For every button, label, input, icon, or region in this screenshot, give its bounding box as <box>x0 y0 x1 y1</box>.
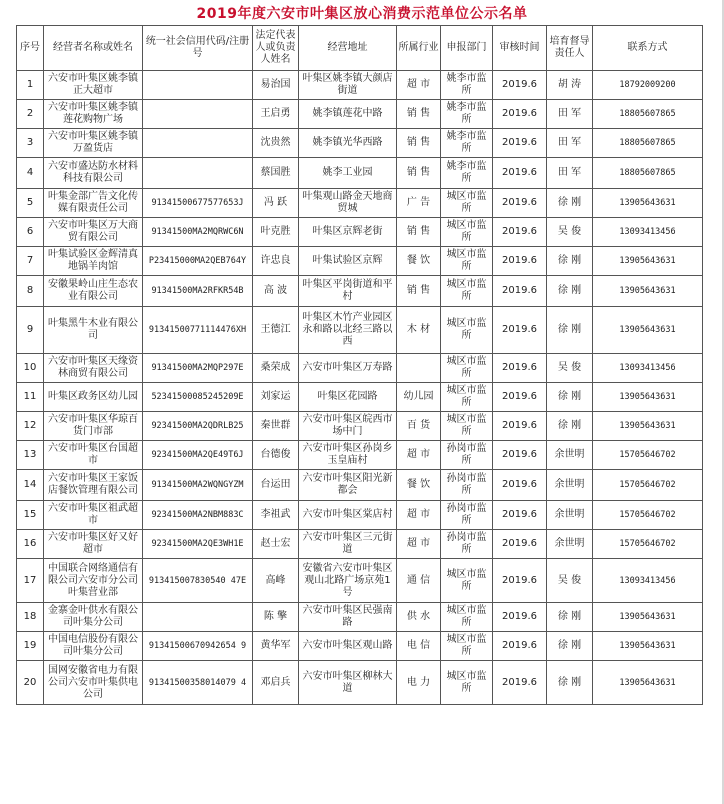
cell-phone: 15705646702 <box>593 441 703 470</box>
cell-no: 4 <box>17 158 44 189</box>
cell-no: 11 <box>17 383 44 412</box>
cell-person: 余世明 <box>547 441 593 470</box>
cell-name: 六安市叶集区祖武超市 <box>44 501 143 530</box>
cell-no: 12 <box>17 412 44 441</box>
cell-rep: 蔡国胜 <box>253 158 299 189</box>
cell-industry: 餐 饮 <box>397 470 441 501</box>
table-row <box>17 441 703 470</box>
cell-rep: 沈贵然 <box>253 129 299 158</box>
cell-date: 2019.6 <box>493 189 547 218</box>
cell-name: 中国联合网络通信有限公司六安市分公司叶集营业部 <box>44 559 143 603</box>
table-row <box>17 158 703 189</box>
cell-code <box>143 100 253 129</box>
table-row <box>17 470 703 501</box>
cell-person: 徐 刚 <box>547 247 593 276</box>
cell-rep: 李祖武 <box>253 501 299 530</box>
cell-rep: 陈 擎 <box>253 603 299 632</box>
cell-name: 六安市叶集区万大商贸有限公司 <box>44 218 143 247</box>
cell-date: 2019.6 <box>493 158 547 189</box>
cell-code: 91341500670942654 9 <box>143 632 253 661</box>
cell-industry: 销 售 <box>397 100 441 129</box>
cell-person: 田 军 <box>547 100 593 129</box>
cell-name: 六安市叶集区台国超市 <box>44 441 143 470</box>
cell-phone: 15705646702 <box>593 530 703 559</box>
cell-no: 2 <box>17 100 44 129</box>
cell-dept: 孙岗市监所 <box>441 530 493 559</box>
cell-code: 52341500085245209E <box>143 383 253 412</box>
cell-person: 徐 刚 <box>547 603 593 632</box>
cell-no: 17 <box>17 559 44 603</box>
cell-addr: 六安市叶集区三元街道 <box>299 530 397 559</box>
cell-addr: 六安市叶集区阳光新都会 <box>299 470 397 501</box>
table-row <box>17 307 703 354</box>
column-header: 申报部门 <box>441 26 493 71</box>
cell-industry: 广 告 <box>397 189 441 218</box>
cell-industry: 超 市 <box>397 71 441 100</box>
cell-code <box>143 603 253 632</box>
cell-code: 92341500MA2QDRLB25 <box>143 412 253 441</box>
cell-name: 六安市叶集区姚李镇万盈货店 <box>44 129 143 158</box>
cell-dept: 孙岗市监所 <box>441 470 493 501</box>
cell-code: 92341500MA2QE3WH1E <box>143 530 253 559</box>
cell-date: 2019.6 <box>493 632 547 661</box>
cell-code: 92341500MA2NBM883C <box>143 501 253 530</box>
cell-no: 7 <box>17 247 44 276</box>
cell-code: 91341500358014079 4 <box>143 661 253 705</box>
cell-name: 金寨金叶供水有限公司叶集分公司 <box>44 603 143 632</box>
table-row <box>17 501 703 530</box>
cell-name: 六安市叶集区华琼百货门市部 <box>44 412 143 441</box>
cell-person: 田 军 <box>547 129 593 158</box>
cell-date: 2019.6 <box>493 247 547 276</box>
cell-name: 叶集黑牛木业有限公司 <box>44 307 143 354</box>
cell-phone: 18805607865 <box>593 100 703 129</box>
cell-name: 安徽果岭山庄生态农业有限公司 <box>44 276 143 307</box>
cell-phone: 13905643631 <box>593 247 703 276</box>
cell-person: 徐 刚 <box>547 383 593 412</box>
cell-rep: 刘家运 <box>253 383 299 412</box>
cell-dept: 城区市监所 <box>441 603 493 632</box>
cell-phone: 13905643631 <box>593 603 703 632</box>
cell-addr: 叶集区姚李镇大颜店街道 <box>299 71 397 100</box>
cell-addr: 叶集区花园路 <box>299 383 397 412</box>
cell-phone: 13905643631 <box>593 307 703 354</box>
cell-industry: 木 材 <box>397 307 441 354</box>
cell-no: 3 <box>17 129 44 158</box>
column-header: 经营地址 <box>299 26 397 71</box>
table-row <box>17 247 703 276</box>
cell-dept: 城区市监所 <box>441 412 493 441</box>
cell-person: 徐 刚 <box>547 307 593 354</box>
cell-industry: 超 市 <box>397 441 441 470</box>
table-row <box>17 354 703 383</box>
cell-person: 余世明 <box>547 501 593 530</box>
cell-dept: 城区市监所 <box>441 661 493 705</box>
cell-rep: 高峰 <box>253 559 299 603</box>
cell-industry: 超 市 <box>397 501 441 530</box>
cell-code <box>143 158 253 189</box>
cell-addr: 六安市叶集区棠店村 <box>299 501 397 530</box>
cell-rep: 许忠良 <box>253 247 299 276</box>
cell-addr: 叶集区木竹产业园区永和路以北经三路以西 <box>299 307 397 354</box>
cell-person: 徐 刚 <box>547 632 593 661</box>
cell-date: 2019.6 <box>493 354 547 383</box>
cell-person: 胡 涛 <box>547 71 593 100</box>
cell-person: 吴 俊 <box>547 218 593 247</box>
cell-code: 91341500MA2MQP297E <box>143 354 253 383</box>
cell-rep: 高 波 <box>253 276 299 307</box>
cell-name: 六安市叶集区天缘资林商贸有限公司 <box>44 354 143 383</box>
cell-name: 六安市叶集区姚李镇正大超市 <box>44 71 143 100</box>
cell-addr: 安徽省六安市叶集区观山北路广场京苑1号 <box>299 559 397 603</box>
cell-person: 徐 刚 <box>547 276 593 307</box>
cell-rep: 赵士宏 <box>253 530 299 559</box>
cell-rep: 黄华军 <box>253 632 299 661</box>
cell-industry: 电 力 <box>397 661 441 705</box>
cell-addr: 六安市叶集区柳林大道 <box>299 661 397 705</box>
table-row <box>17 559 703 603</box>
column-header: 序号 <box>17 26 44 71</box>
cell-date: 2019.6 <box>493 276 547 307</box>
document-title: 2019年度六安市叶集区放心消费示范单位公示名单 <box>196 6 528 22</box>
table-row <box>17 129 703 158</box>
cell-rep: 台德俊 <box>253 441 299 470</box>
cell-rep: 冯 跃 <box>253 189 299 218</box>
cell-date: 2019.6 <box>493 129 547 158</box>
cell-name: 叶集金部广告文化传媒有限责任公司 <box>44 189 143 218</box>
cell-no: 5 <box>17 189 44 218</box>
cell-rep: 秦世群 <box>253 412 299 441</box>
cell-code <box>143 71 253 100</box>
cell-no: 20 <box>17 661 44 705</box>
cell-date: 2019.6 <box>493 100 547 129</box>
cell-phone: 13905643631 <box>593 661 703 705</box>
cell-dept: 姚李市监所 <box>441 129 493 158</box>
cell-no: 8 <box>17 276 44 307</box>
cell-rep: 台运田 <box>253 470 299 501</box>
cell-person: 徐 刚 <box>547 661 593 705</box>
cell-date: 2019.6 <box>493 470 547 501</box>
cell-addr: 六安市叶集区万寿路 <box>299 354 397 383</box>
cell-name: 六安市叶集区姚李镇莲花购物广场 <box>44 100 143 129</box>
cell-phone: 13905643631 <box>593 412 703 441</box>
cell-no: 15 <box>17 501 44 530</box>
table-row <box>17 632 703 661</box>
table-row <box>17 603 703 632</box>
cell-dept: 城区市监所 <box>441 354 493 383</box>
table-row <box>17 71 703 100</box>
cell-name: 中国电信股份有限公司叶集分公司 <box>44 632 143 661</box>
cell-industry: 通 信 <box>397 559 441 603</box>
cell-date: 2019.6 <box>493 71 547 100</box>
cell-addr: 姚李镇光华西路 <box>299 129 397 158</box>
cell-addr: 姚李镇莲花中路 <box>299 100 397 129</box>
cell-no: 14 <box>17 470 44 501</box>
table-row <box>17 100 703 129</box>
cell-no: 18 <box>17 603 44 632</box>
cell-name: 国网安徽省电力有限公司六安市叶集供电公司 <box>44 661 143 705</box>
table-header-row <box>17 26 703 71</box>
cell-dept: 孙岗市监所 <box>441 441 493 470</box>
cell-rep: 王德江 <box>253 307 299 354</box>
cell-name: 叶集试验区金辉清真地锅羊肉馆 <box>44 247 143 276</box>
cell-date: 2019.6 <box>493 218 547 247</box>
cell-name: 六安市叶集区好又好超市 <box>44 530 143 559</box>
cell-date: 2019.6 <box>493 603 547 632</box>
cell-rep: 桑荣成 <box>253 354 299 383</box>
cell-no: 13 <box>17 441 44 470</box>
cell-addr: 六安市叶集区孙岗乡玉皇庙村 <box>299 441 397 470</box>
cell-industry: 电 信 <box>397 632 441 661</box>
cell-person: 吴 俊 <box>547 559 593 603</box>
cell-dept: 城区市监所 <box>441 632 493 661</box>
cell-person: 吴 俊 <box>547 354 593 383</box>
cell-name: 六安市盛达防水材料科技有限公司 <box>44 158 143 189</box>
cell-industry: 超 市 <box>397 530 441 559</box>
cell-dept: 城区市监所 <box>441 307 493 354</box>
cell-phone: 13093413456 <box>593 354 703 383</box>
table-row <box>17 383 703 412</box>
cell-code: 92341500MA2QE49T6J <box>143 441 253 470</box>
cell-date: 2019.6 <box>493 501 547 530</box>
cell-no: 6 <box>17 218 44 247</box>
cell-phone: 18805607865 <box>593 158 703 189</box>
cell-industry <box>397 354 441 383</box>
cell-phone: 13905643631 <box>593 189 703 218</box>
cell-industry: 销 售 <box>397 158 441 189</box>
cell-date: 2019.6 <box>493 307 547 354</box>
table-body <box>17 71 703 705</box>
cell-person: 余世明 <box>547 530 593 559</box>
cell-no: 19 <box>17 632 44 661</box>
table-row <box>17 218 703 247</box>
column-header: 法定代表人或负责人姓名 <box>253 26 299 71</box>
cell-person: 徐 刚 <box>547 412 593 441</box>
cell-dept: 孙岗市监所 <box>441 501 493 530</box>
cell-industry: 销 售 <box>397 129 441 158</box>
cell-dept: 城区市监所 <box>441 218 493 247</box>
cell-addr: 叶集区京辉老街 <box>299 218 397 247</box>
table-row <box>17 412 703 441</box>
column-header: 培育督导责任人 <box>547 26 593 71</box>
cell-date: 2019.6 <box>493 441 547 470</box>
cell-dept: 城区市监所 <box>441 383 493 412</box>
table-row <box>17 661 703 705</box>
cell-date: 2019.6 <box>493 412 547 441</box>
column-header: 统一社会信用代码/注册号 <box>143 26 253 71</box>
cell-person: 余世明 <box>547 470 593 501</box>
cell-phone: 18805607865 <box>593 129 703 158</box>
cell-code <box>143 129 253 158</box>
cell-phone: 15705646702 <box>593 470 703 501</box>
cell-date: 2019.6 <box>493 559 547 603</box>
table-row <box>17 189 703 218</box>
cell-industry: 销 售 <box>397 276 441 307</box>
cell-code: 91341500677577653J <box>143 189 253 218</box>
cell-phone: 13905643631 <box>593 276 703 307</box>
cell-dept: 城区市监所 <box>441 247 493 276</box>
cell-no: 9 <box>17 307 44 354</box>
cell-dept: 城区市监所 <box>441 189 493 218</box>
column-header: 经营者名称或姓名 <box>44 26 143 71</box>
cell-date: 2019.6 <box>493 530 547 559</box>
cell-code: 91341500MA2RFKR54B <box>143 276 253 307</box>
cell-industry: 百 货 <box>397 412 441 441</box>
cell-name: 叶集区政务区幼儿园 <box>44 383 143 412</box>
cell-no: 10 <box>17 354 44 383</box>
cell-code: P23415000MA2QEB764Y <box>143 247 253 276</box>
cell-date: 2019.6 <box>493 661 547 705</box>
cell-rep: 邓启兵 <box>253 661 299 705</box>
table-row <box>17 530 703 559</box>
cell-rep: 王启勇 <box>253 100 299 129</box>
column-header: 审核时间 <box>493 26 547 71</box>
cell-addr: 叶集试验区京辉 <box>299 247 397 276</box>
cell-addr: 六安市叶集区观山路 <box>299 632 397 661</box>
cell-phone: 13905643631 <box>593 383 703 412</box>
cell-addr: 叶集观山路金天地商贸城 <box>299 189 397 218</box>
column-header: 所属行业 <box>397 26 441 71</box>
cell-code: 91341500MA2MQRWC6N <box>143 218 253 247</box>
cell-addr: 叶集区平岗街道和平村 <box>299 276 397 307</box>
cell-industry: 餐 饮 <box>397 247 441 276</box>
cell-code: 913415007830540 47E <box>143 559 253 603</box>
cell-industry: 供 水 <box>397 603 441 632</box>
cell-code: 91341500771114476XH <box>143 307 253 354</box>
cell-industry: 幼儿园 <box>397 383 441 412</box>
cell-person: 田 军 <box>547 158 593 189</box>
cell-rep: 易治国 <box>253 71 299 100</box>
cell-code: 91341500MA2WQNGYZM <box>143 470 253 501</box>
cell-name: 六安市叶集区王家饭店餐饮管理有限公司 <box>44 470 143 501</box>
table-row <box>17 276 703 307</box>
cell-dept: 姚李市监所 <box>441 71 493 100</box>
cell-no: 16 <box>17 530 44 559</box>
cell-person: 徐 刚 <box>547 189 593 218</box>
cell-phone: 13905643631 <box>593 632 703 661</box>
cell-date: 2019.6 <box>493 383 547 412</box>
public-list-table <box>16 25 703 705</box>
cell-industry: 销 售 <box>397 218 441 247</box>
cell-dept: 城区市监所 <box>441 559 493 603</box>
cell-phone: 18792009200 <box>593 71 703 100</box>
cell-phone: 13093413456 <box>593 218 703 247</box>
cell-addr: 姚李工业园 <box>299 158 397 189</box>
cell-dept: 姚李市监所 <box>441 158 493 189</box>
cell-dept: 姚李市监所 <box>441 100 493 129</box>
cell-phone: 13093413456 <box>593 559 703 603</box>
cell-no: 1 <box>17 71 44 100</box>
cell-rep: 叶克胜 <box>253 218 299 247</box>
cell-dept: 城区市监所 <box>441 276 493 307</box>
column-header: 联系方式 <box>593 26 703 71</box>
cell-addr: 六安市叶集区皖西市场中门 <box>299 412 397 441</box>
cell-addr: 六安市叶集区民强南路 <box>299 603 397 632</box>
cell-phone: 15705646702 <box>593 501 703 530</box>
